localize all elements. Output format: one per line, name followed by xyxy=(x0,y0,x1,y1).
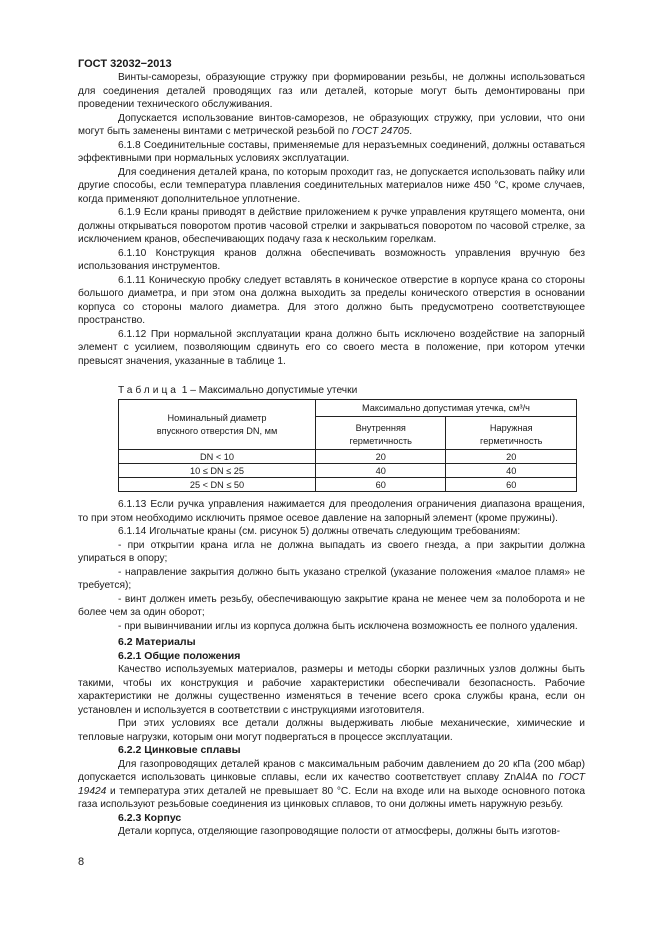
table-caption: Таблица 1 – Максимально допустимые утечки xyxy=(118,385,358,396)
col-header-external-2: герметичность xyxy=(446,434,577,450)
paragraph: Допускается использование винтов-саморезов, не образующих стружку, при условии, что они могут быть заменены винтами с метрической резьбой по ГОСТ 24705. xyxy=(78,112,585,137)
paragraph: Для газопроводящих деталей кранов с максимальным рабочим давлением до 20 кПа (200 мбар) допускается использовать цинковые сплавы, если их качество соответствует сплаву ZnAl4A по ГОСТ 19424 и температура этих деталей не превышает 80 °С. Если на входе или на выходе основного потока газа используют резьбовые соединения из цинковых сплавов, то они должны иметь наружную резьбу. xyxy=(78,758,585,810)
table-row: 25 < DN ≤ 50 60 60 xyxy=(119,478,577,492)
section-heading: 6.2.1 Общие положения xyxy=(118,649,241,662)
clause-6-1-13: 6.1.13 Если ручка управления нажимается для преодоления ограничения диапазона вращения, то при этом необходимо исключить прямое осевое давление на запорный элемент (кроме пружины). xyxy=(78,499,585,524)
list-item: - винт должен иметь резьбу, обеспечивающую закрытие крана не менее чем за полоборота и не более чем за один оборот; xyxy=(78,593,585,618)
list-item: - при вывинчивании иглы из корпуса должна быть исключена возможность ее полного удаления. xyxy=(118,620,578,632)
document-header: ГОСТ 32032−2013 xyxy=(78,58,172,70)
clause-6-1-8: 6.1.8 Соединительные составы, применяемые для неразъемных соединений, должны оставаться эффективными при нормальных условиях эксплуатации. xyxy=(78,139,585,164)
section-heading: 6.2.2 Цинковые сплавы xyxy=(118,744,241,756)
paragraph: Качество используемых материалов, размеры и методы сборки различных узлов должны быть такими, чтобы их конструкция и рабочие характеристики обеспечивали безопасность. Рабочие характеристики не должны существенно изменяться в течение всего срока службы крана, если он установлен и используется в соответствии с инструкциями изготовителя. xyxy=(78,664,585,716)
clause-6-1-10: 6.1.10 Конструкция кранов должна обеспечивать возможность управления вручную без использования инструментов. xyxy=(78,247,585,272)
col-header-leakage: Максимально допустимая утечка, см³/ч xyxy=(316,400,577,417)
paragraph: Винты-саморезы, образующие стружку при формировании резьбы, не должны использоваться для соединения деталей проводящих газ или деталей, которые могут быть демонтированы при проведении технического обслуживания. xyxy=(78,72,585,110)
clause-6-1-14: 6.1.14 Игольчатые краны (см. рисунок 5) должны отвечать следующим требованиям: xyxy=(118,526,521,537)
list-item: - направление закрытия должно быть указано стрелкой (указание положения «малое пламя» не требуется); xyxy=(78,566,585,591)
table-row: DN < 10 20 20 xyxy=(119,450,577,464)
section-heading: 6.2 Материалы xyxy=(118,636,196,648)
col-header-diameter: Номинальный диаметр впускного отверстия DN, мм xyxy=(119,400,316,450)
col-header-internal-2: герметичность xyxy=(316,434,446,450)
page-number: 8 xyxy=(78,856,85,868)
list-item: - при открытии крана игла не должна выпадать из своего гнезда, а при закрытии должна упираться в опору; xyxy=(78,539,585,564)
clause-6-1-9: 6.1.9 Если краны приводят в действие приложением к ручке управления крутящего момента, они должны открываться поворотом против часовой стрелки и закрываться поворотом по часовой стрелке, за исключением кранов, обеспечивающих подачу газа к нескольким горелкам. xyxy=(78,207,585,245)
section-heading: 6.2.3 Корпус xyxy=(118,811,182,824)
paragraph: Детали корпуса, отделяющие газопроводящие полости от атмосферы, должны быть изготов- xyxy=(118,826,560,837)
standard-reference: ГОСТ 24705 xyxy=(351,126,410,137)
col-header-external: Наружная xyxy=(446,417,577,435)
table-row: 10 ≤ DN ≤ 25 40 40 xyxy=(119,464,577,478)
clause-6-1-11: 6.1.11 Коническую пробку следует вставлять в коническое отверстие в корпусе крана со стороны большого диаметра, и при этом она должна выходить за пределы конического отверстия в основании корпуса со стороны малого диаметра. Для этого должно быть предусмотрено соответствующее пространство. xyxy=(78,274,585,326)
col-header-internal: Внутренняя xyxy=(316,417,446,435)
document-page xyxy=(78,58,585,839)
clause-6-1-12: 6.1.12 При нормальной эксплуатации крана должно быть исключено воздействие на запорный элемент с усилием, позволяющим сдвинуть его со своего места в положение, при котором утечки превысят значения, указанные в таблице 1. xyxy=(78,328,585,367)
leakage-table xyxy=(118,399,577,492)
paragraph: При этих условиях все детали должны выдерживать любые механические, химические и тепловые нагрузки, которым они могут подвергаться в процессе эксплуатации. xyxy=(78,718,585,743)
standard-reference: ГОСТ 19424 xyxy=(78,772,585,797)
paragraph: Для соединения деталей крана, по которым проходит газ, не допускается использовать пайку или другие способы, если температура плавления соединительных материалов ниже 450 °С, кроме случаев, когда применяют дополнительное уплотнение. xyxy=(78,166,585,205)
